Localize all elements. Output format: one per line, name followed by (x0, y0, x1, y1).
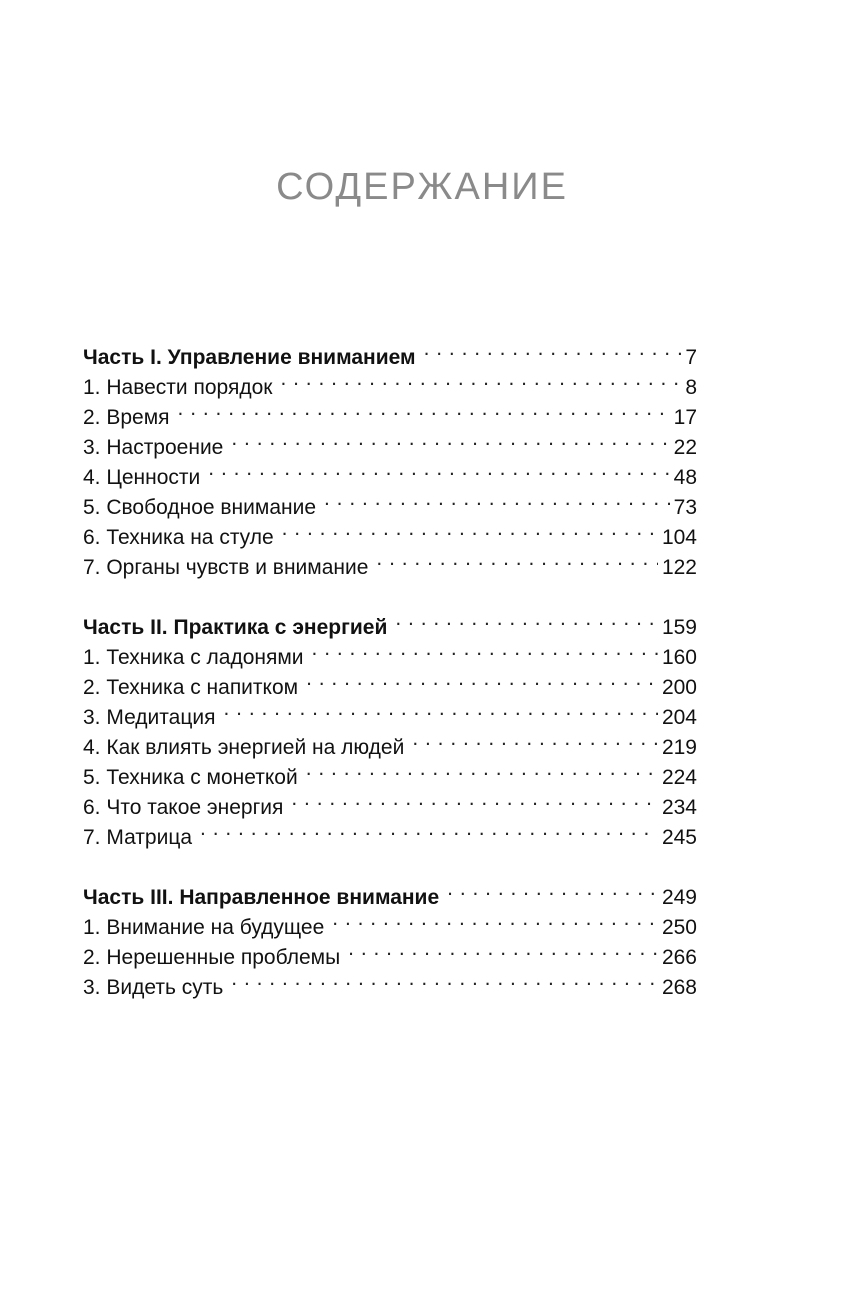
page-number: 268 (661, 976, 697, 999)
toc-part-1 (83, 334, 697, 579)
toc-part-3 (83, 874, 697, 999)
toc-entry-title: 1. Внимание на будущее (83, 916, 325, 939)
toc-entry-title: 3. Настроение (83, 436, 224, 459)
dot-leader (231, 964, 658, 994)
dot-leader (324, 484, 670, 514)
page-title: СОДЕРЖАНИЕ (276, 166, 568, 208)
dot-leader (412, 724, 658, 754)
page-number: 122 (661, 556, 697, 579)
toc-entry-title: 3. Медитация (83, 706, 216, 729)
dot-leader (424, 334, 681, 364)
dot-leader (376, 544, 658, 574)
toc-part-heading[interactable] (83, 604, 697, 639)
toc-entry-title: 4. Как влиять энергией на людей (83, 736, 405, 759)
table-of-contents (83, 334, 697, 1024)
dot-leader (223, 694, 657, 724)
toc-entry-title: 3. Видеть суть (83, 976, 224, 999)
dot-leader (280, 364, 681, 394)
toc-entry-title: 6. Техника на стуле (83, 526, 274, 549)
dot-leader (178, 394, 670, 424)
toc-entry-title: 1. Техника с ладонями (83, 646, 304, 669)
dot-leader (282, 514, 658, 544)
dot-leader (231, 424, 669, 454)
toc-entry-title: 5. Свободное внимание (83, 496, 317, 519)
toc-entry-title: 7. Органы чувств и внимание (83, 556, 369, 579)
page-number: 204 (661, 706, 697, 729)
dot-leader (447, 874, 658, 904)
page-number: 8 (685, 376, 697, 399)
toc-entry-title: 5. Техника с монеткой (83, 766, 298, 789)
page-number: 17 (673, 406, 697, 429)
toc-entry-title: 4. Ценности (83, 466, 201, 489)
page-number: 266 (661, 946, 697, 969)
dot-leader (306, 754, 658, 784)
page-number: 104 (661, 526, 697, 549)
page-number: 250 (661, 916, 697, 939)
page-number: 224 (661, 766, 697, 789)
page-number: 159 (661, 616, 697, 639)
dot-leader (395, 604, 658, 634)
toc-part-title: Часть III. Направленное внимание (83, 886, 440, 909)
dot-leader (208, 454, 669, 484)
toc-entry-title: 7. Матрица (83, 826, 193, 849)
page-number: 160 (661, 646, 697, 669)
dot-leader (348, 934, 658, 964)
toc-entry-title: 2. Время (83, 406, 170, 429)
page-number: 48 (673, 466, 697, 489)
page-number: 245 (661, 826, 697, 849)
dot-leader (306, 664, 658, 694)
dot-leader (200, 814, 658, 844)
page-number: 22 (673, 436, 697, 459)
toc-part-heading[interactable] (83, 334, 697, 369)
toc-entry-title: 2. Нерешенные проблемы (83, 946, 341, 969)
page-number: 200 (661, 676, 697, 699)
dot-leader (291, 784, 658, 814)
toc-part-title: Часть I. Управление вниманием (83, 346, 416, 369)
toc-entry-title: 6. Что такое энергия (83, 796, 284, 819)
page-number: 73 (673, 496, 697, 519)
toc-part-title: Часть II. Практика с энергией (83, 616, 388, 639)
toc-entry-title: 1. Навести порядок (83, 376, 273, 399)
toc-part-heading[interactable] (83, 874, 697, 909)
page-number: 7 (685, 346, 697, 369)
toc-part-2 (83, 604, 697, 849)
dot-leader (312, 634, 658, 664)
dot-leader (332, 904, 658, 934)
page-number: 249 (661, 886, 697, 909)
page-number: 219 (661, 736, 697, 759)
toc-entry-title: 2. Техника с напитком (83, 676, 299, 699)
page-number: 234 (661, 796, 697, 819)
